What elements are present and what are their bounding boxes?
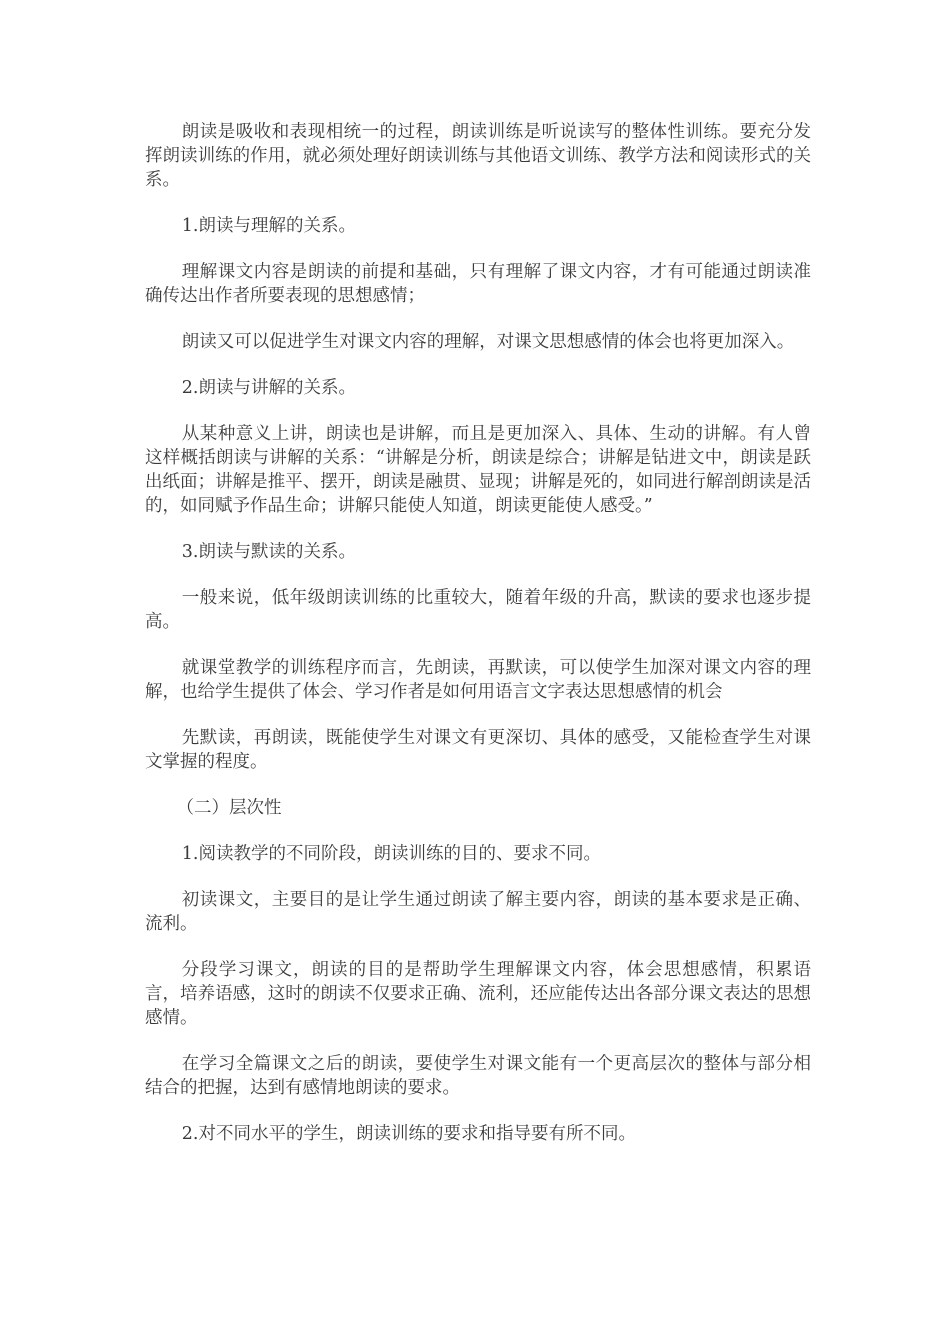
item-heading-3: 3.朗读与默读的关系。	[181, 542, 356, 562]
paragraph: 就课堂教学的训练程序而言，先朗读，再默读，可以使学生加深对课文内容的理解，也给学生提供了体会、学习作者是如何用语言文字表达思想感情的机会	[145, 658, 811, 702]
paragraph-intro: 朗读是吸收和表现相统一的过程，朗读训练是听说读写的整体性训练。要充分发挥朗读训练的作用，就必须处理好朗读训练与其他语文训练、教学方法和阅读形式的关系。	[145, 122, 811, 190]
paragraph: 在学习全篇课文之后的朗读，要使学生对课文能有一个更高层次的整体与部分相结合的把握，达到有感情地朗读的要求。	[145, 1054, 811, 1098]
item-heading-1: 1.朗读与理解的关系。	[181, 216, 356, 236]
paragraph: 分段学习课文，朗读的目的是帮助学生理解课文内容，体会思想感情，积累语言，培养语感，这时的朗读不仅要求正确、流利，还应能传达出各部分课文表达的思想感情。	[145, 960, 811, 1028]
item-heading-4: 1.阅读教学的不同阶段，朗读训练的目的、要求不同。	[181, 844, 601, 864]
document-body	[145, 120, 811, 1168]
paragraph: 初读课文，主要目的是让学生通过朗读了解主要内容，朗读的基本要求是正确、流利。	[145, 890, 811, 934]
paragraph: 朗读又可以促进学生对课文内容的理解，对课文思想感情的体会也将更加深入。	[181, 332, 795, 352]
paragraph: 一般来说，低年级朗读训练的比重较大，随着年级的升高，默读的要求也逐步提高。	[145, 588, 811, 632]
paragraph: 理解课文内容是朗读的前提和基础，只有理解了课文内容，才有可能通过朗读准确传达出作者所要表现的思想感情；	[145, 262, 811, 306]
item-heading-5: 2.对不同水平的学生，朗读训练的要求和指导要有所不同。	[181, 1124, 636, 1144]
paragraph: 先默读，再朗读，既能使学生对课文有更深切、具体的感受，又能检查学生对课文掌握的程度。	[145, 728, 811, 772]
paragraph: 从某种意义上讲，朗读也是讲解，而且是更加深入、具体、生动的讲解。有人曾这样概括朗读与讲解的关系：“讲解是分析，朗读是综合；讲解是钻进文中，朗读是跃出纸面；讲解是推平、摆开，朗读是融贯、显现；讲解是死的，如同进行解剖朗读是活的，如同赋予作品生命；讲解只能使人知道，朗读更能使人感受。”	[145, 424, 811, 516]
item-heading-2: 2.朗读与讲解的关系。	[181, 378, 356, 398]
section-title: （二）层次性	[176, 798, 282, 818]
